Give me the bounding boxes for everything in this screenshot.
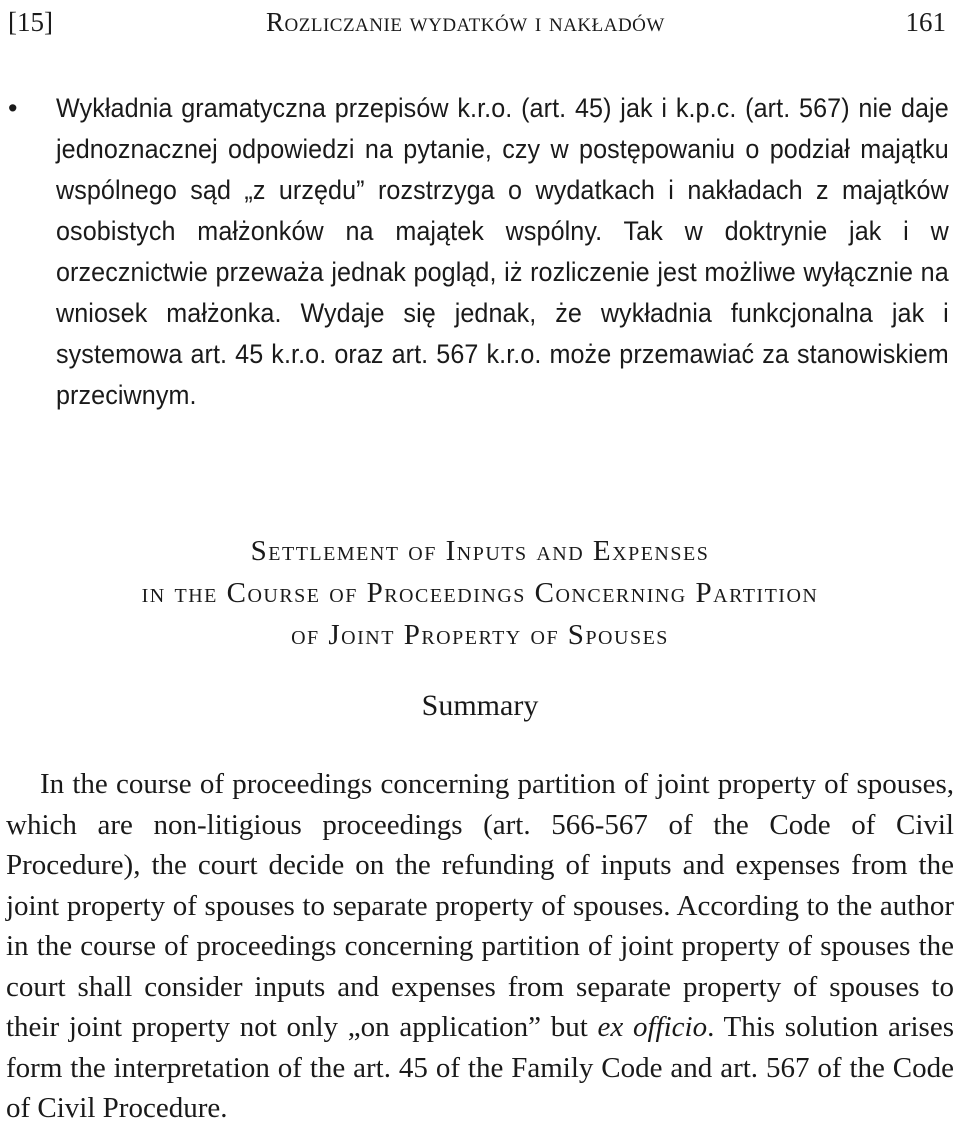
summary-italic-term: ex officio bbox=[597, 1011, 708, 1043]
bullet-icon: • bbox=[8, 93, 18, 123]
english-title-line-3: of Joint Property of Spouses bbox=[291, 619, 669, 651]
summary-text-part-2: . This solution arises form the interpretation of the art. 45 of the Family Code and art. 567 of the Code of Civil Procedure. bbox=[6, 1011, 954, 1124]
summary-paragraph bbox=[6, 764, 954, 1129]
summary-text-part-1: In the course of proceedings concerning partition of joint property of spouses, which are non-litigious proceedings (art. 566-567 of the Code of Civil Procedure), the court decide on the refunding of inputs and expenses from the joint property of spouses to separate property of spouses. According to the author in the course of proceedings concerning partition of joint property of spouses the court shall consider inputs and expenses from separate property of spouses to their joint property not only „on application” but bbox=[6, 768, 954, 1043]
running-title: Rozliczanie wydatków i nakładów bbox=[266, 7, 665, 37]
page-number: 161 bbox=[905, 7, 946, 37]
summary-heading: Summary bbox=[421, 689, 539, 722]
english-title bbox=[0, 530, 960, 656]
page-reference: [15] bbox=[8, 7, 53, 37]
bullet-paragraph-text: Wykładnia gramatyczna przepisów k.r.o. (art. 45) jak i k.p.c. (art. 567) nie daje jednoznacznej odpowiedzi na pytanie, czy w postępowaniu o podział majątku wspólnego sąd „z urzędu” rozstrzyga o wydatkach i nakładach z majątków osobistych małżonków na majątek wspólny. Tak w doktrynie jak i w orzecznictwie przeważa jednak pogląd, iż rozliczenie jest możliwe wyłącznie na wniosek małżonka. Wydaje się jednak, że wykładnia funkcjonalna jak i systemowa art. 45 k.r.o. oraz art. 567 k.r.o. może przemawiać za stanowiskiem przeciwnym. bbox=[56, 93, 949, 410]
running-header bbox=[8, 4, 950, 44]
english-title-line-2: in the Course of Proceedings Concerning Partition bbox=[141, 577, 819, 609]
bullet-paragraph bbox=[6, 88, 954, 416]
english-title-line-1: Settlement of Inputs and Expenses bbox=[250, 535, 710, 567]
